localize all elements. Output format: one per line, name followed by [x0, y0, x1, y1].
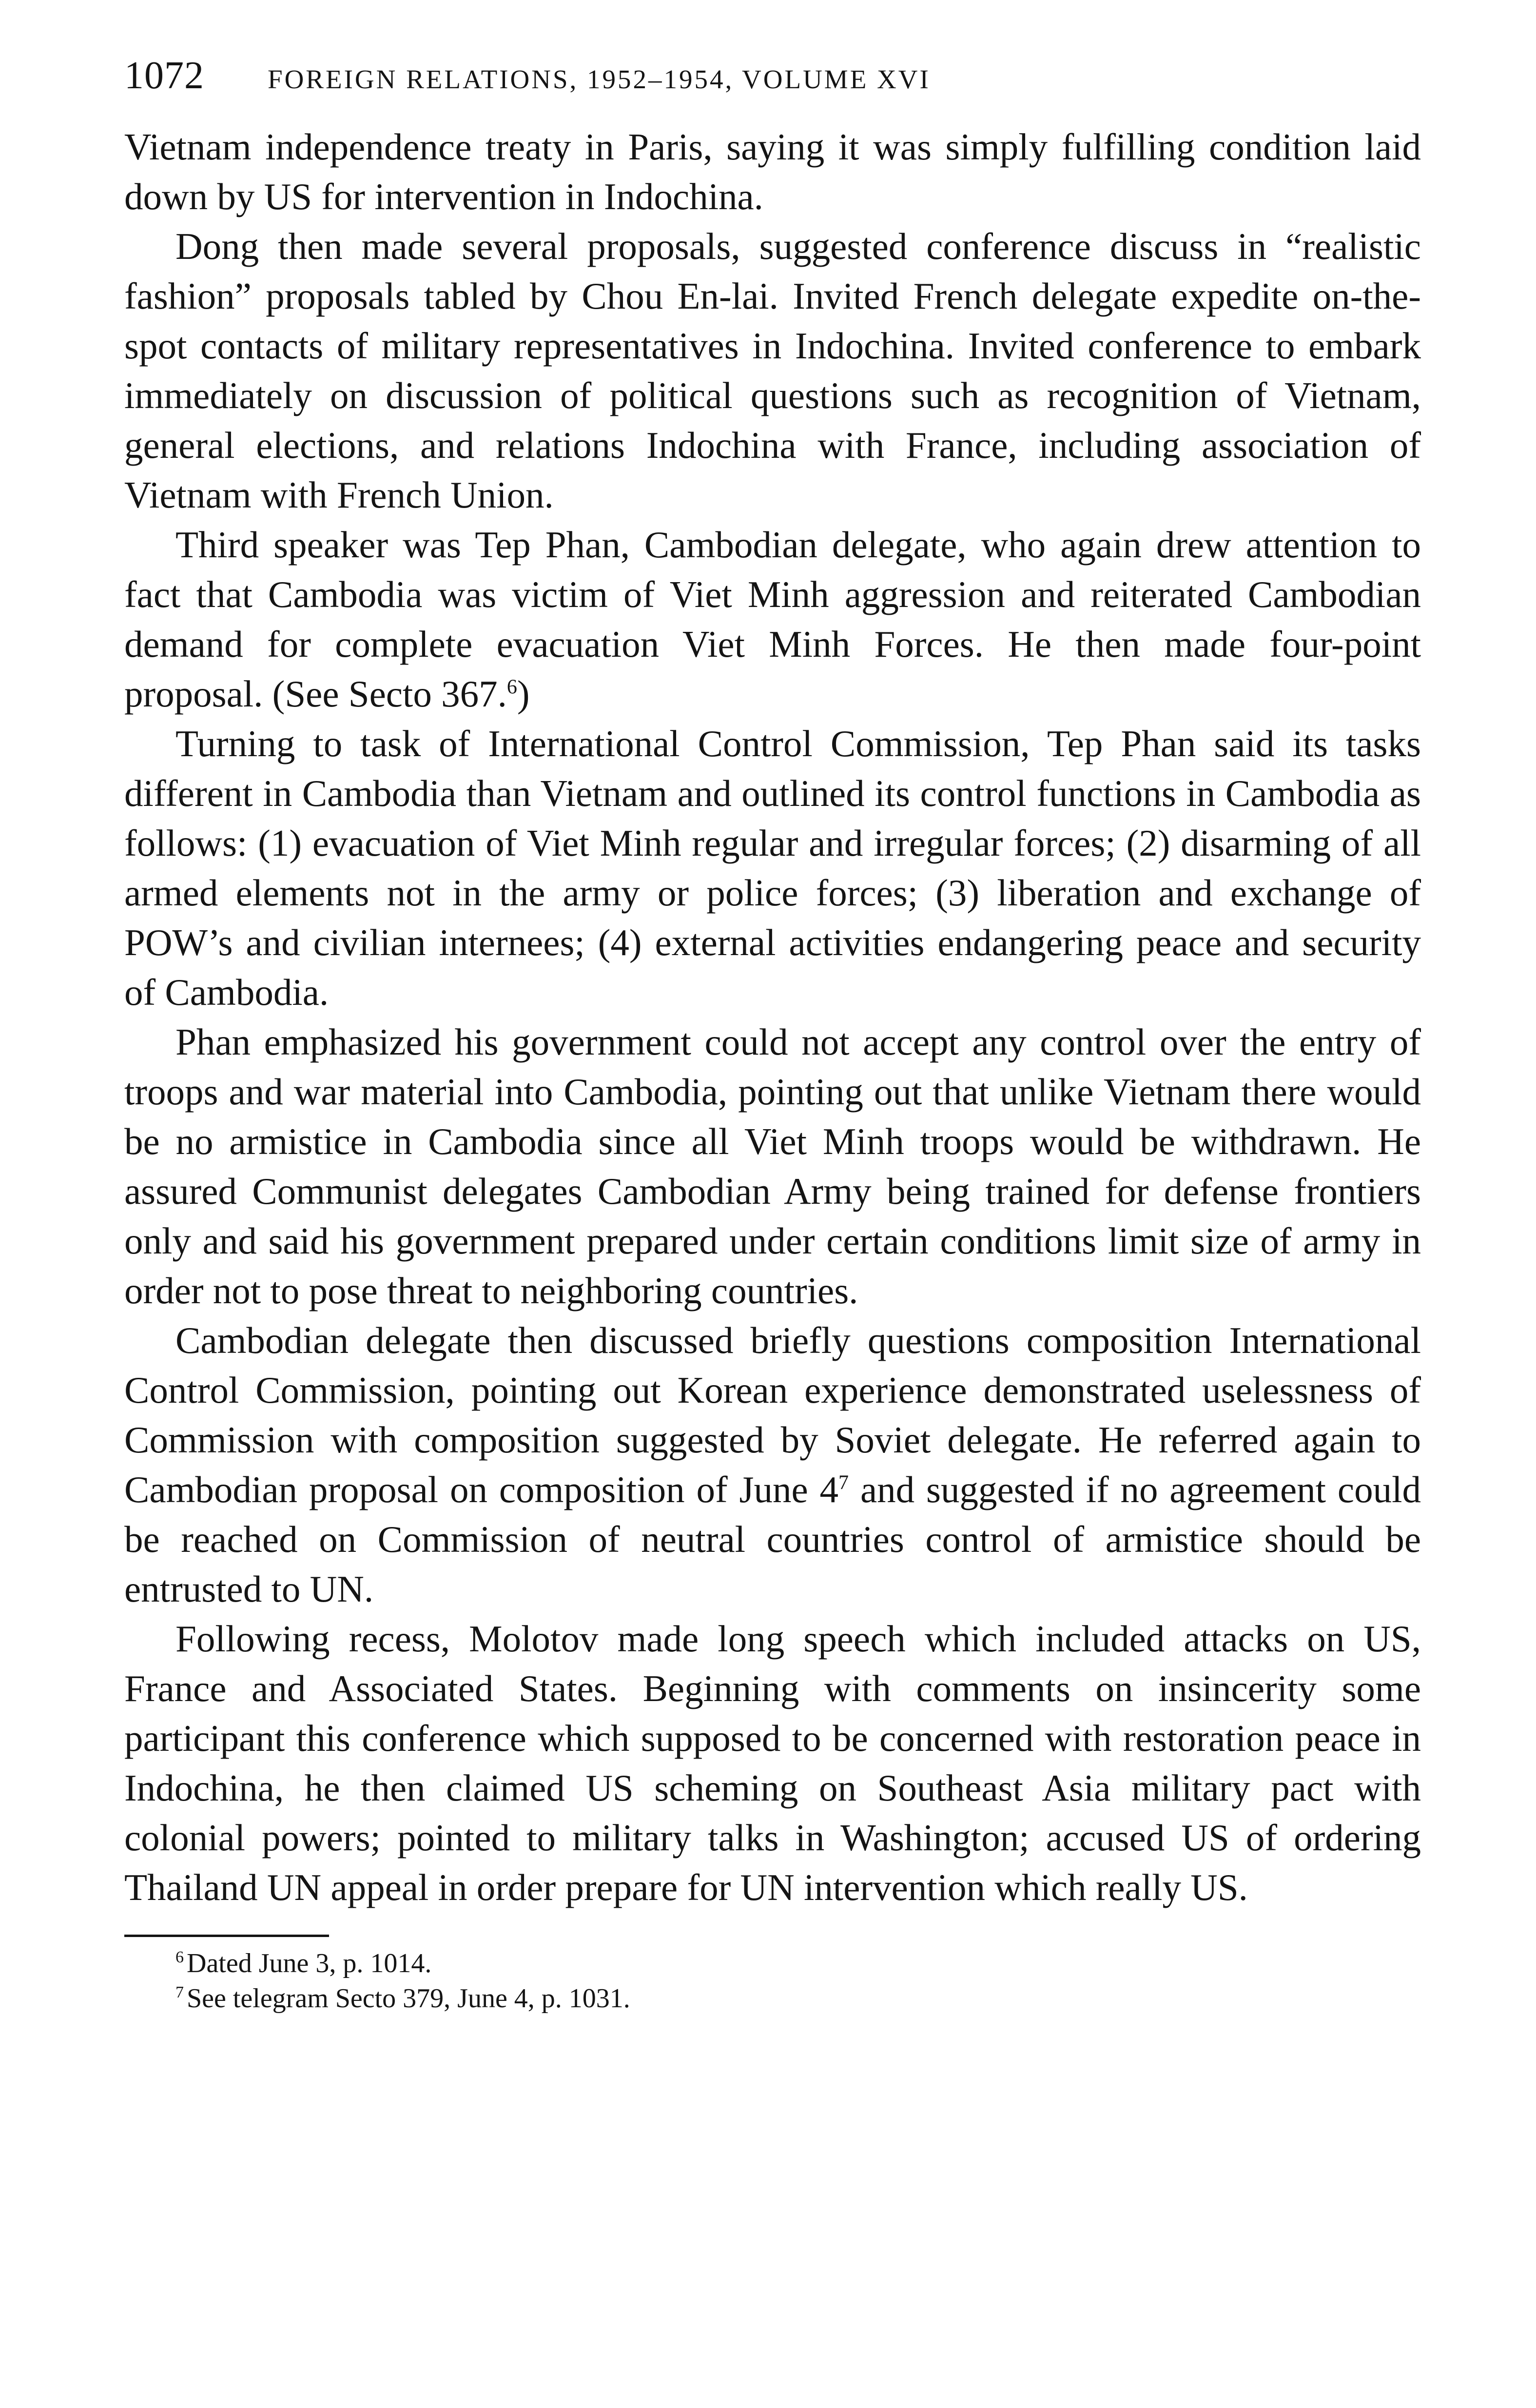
paragraph-7: Following recess, Molotov made long speech which included attacks on US, France and Associated States. Beginning with comments on insincerity some participant this conference which supposed to be concerned with restoration peace in Indochina, he then claimed US scheming on Southeast Asia military pact with colonial powers; pointed to military talks in Washington; accused US of ordering Thailand UN appeal in order prepare for UN intervention which really US. — [124, 1618, 1421, 1908]
paragraph-1: Vietnam independence treaty in Paris, saying it was simply fulfilling condition laid down by US for intervention in Indochina. — [124, 126, 1421, 217]
paragraph-6 — [124, 1315, 1421, 1614]
paragraph-5: Phan emphasized his government could not accept any control over the entry of troops and war material into Cambodia, pointing out that unlike Vietnam there would be no armistice in Cambodia since all Viet Minh troops would be withdrawn. He assured Communist delegates Cambodian Army being trained for defense frontiers only and said his government prepared under certain conditions limit size of army in order not to pose threat to neighboring countries. — [124, 1021, 1421, 1312]
footnote-ref-7: 7 — [838, 1471, 849, 1494]
footnote-ref-6: 6 — [506, 676, 517, 699]
document-page — [124, 54, 1421, 2016]
page-header — [124, 54, 1421, 122]
footnote-marker: 7 — [175, 1983, 184, 2002]
paragraph-6-text-end: and suggested if no agreement could be reached on Commission of neutral countries control of armistice should be entrusted to UN. — [124, 1468, 1421, 1610]
footnote-7 — [175, 1981, 1421, 2016]
footnotes — [124, 1946, 1421, 2016]
footnote-text: Dated June 3, p. 1014. — [187, 1948, 432, 1978]
paragraph-3-text: Third speaker was Tep Phan, Cambodian delegate, who again drew attention to fact that Cambodia was victim of Viet Minh aggression and reiterated Cambodian demand for complete evacuation Viet Minh Forces. He then made four-point proposal. (See Secto 367. — [124, 524, 1421, 715]
paragraph-3 — [124, 520, 1421, 719]
running-title: FOREIGN RELATIONS, 1952–1954, VOLUME XVI — [268, 64, 931, 94]
page-number: 1072 — [124, 54, 204, 97]
paragraph-2: Dong then made several proposals, suggested conference discuss in “realistic fashion” proposals tabled by Chou En-lai. Invited French delegate expedite on-the-spot contacts of military representatives in Indochina. Invited conference to embark immediately on discussion of political questions such as recognition of Vietnam, general elections, and relations Indochina with France, including association of Vietnam with French Union. — [124, 225, 1421, 516]
footnote-divider — [124, 1935, 329, 1937]
footnote-marker: 6 — [175, 1948, 184, 1967]
paragraph-4: Turning to task of International Control Commission, Tep Phan said its tasks different in Cambodia than Vietnam and outlined its control functions in Cambodia as follows: (1) evacuation of Viet Minh regular and irregular forces; (2) disarming of all armed elements not in the army or police forces; (3) liberation and exchange of POW’s and civilian internees; (4) external activities endangering peace and security of Cambodia. — [124, 723, 1421, 1013]
body-text — [124, 122, 1421, 1912]
paragraph-6-text: Cambodian delegate then discussed briefly questions composition International Control Commission, pointing out Korean experience demonstrated uselessness of Commission with composition suggested by Soviet delegate. He referred again to Cambodian proposal on composition of June 4 — [124, 1319, 1421, 1510]
footnote-text: See telegram Secto 379, June 4, p. 1031. — [187, 1983, 630, 2014]
paragraph-3-text-end: ) — [517, 673, 530, 715]
footnote-6 — [175, 1946, 1421, 1981]
